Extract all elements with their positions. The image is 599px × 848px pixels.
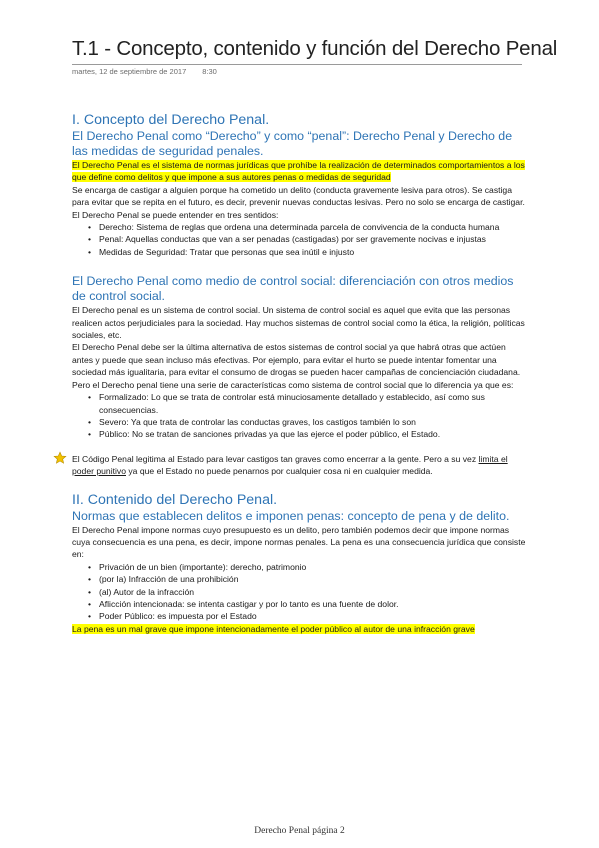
paragraph: Pero el Derecho penal tiene una serie de características como sistema de control social que lo diferencia ya que es: [72, 379, 514, 390]
note-text: El Código Penal legitima al Estado para levar castigos tan graves como encerrar a la gente. Pero a su vez [72, 453, 479, 464]
page-title: T.1 - Concepto, contenido y función del Derecho Penal [72, 37, 558, 60]
list-item: • Penal: Aquellas conductas que van a ser penadas (castigadas) por ser gravemente nocivas e injustas [99, 233, 528, 245]
list-item: • Poder Público: es impuesta por el Estado [99, 610, 528, 622]
subheading-derecho-penal-medidas: El Derecho Penal como “Derecho” y como “penal”: Derecho Penal y Derecho de las medidas de seguridad penales. [72, 129, 513, 158]
paragraph: Se encarga de castigar a alguien porque ha cometido un delito (conducta gravemente lesiva para otros). Se castiga para evitar que se repita en el futuro, es decir, prevenir nuevas conductas lesivas. Pero no solo se encarga de castigar. [72, 184, 525, 208]
highlighted-definition: La pena es un mal grave que impone intencionadamente el poder público al autor de una infracción grave [72, 623, 475, 634]
list-item: • (al) Autor de la infracción [99, 586, 528, 598]
definition-paragraph [72, 159, 528, 184]
starred-note [72, 453, 528, 478]
list-item: • Público: No se tratan de sanciones privadas ya que las ejerce el poder público, el Estado. [99, 428, 528, 440]
paragraph: El Derecho penal es un sistema de control social. Un sistema de control social es aquel que evita que las personas realicen actos perjudiciales para la sociedad. Hay muchos sistemas de control social como la ética, la religión, políticas sociales, etc. [72, 305, 525, 341]
paragraph: El Derecho Penal debe ser la última alternativa de estos sistemas de control social ya que habrá otras que actúen antes y puede que sean incluso más efectivas. Por ejemplo, para evitar el hurto se puede intentar fomentar una sociedad más igualitaria, para evitar el consumo de drogas se pueden hacer campañas de concienciación ciudadana. [72, 342, 521, 378]
note-text: ya que el Estado no puede penarnos por cualquier cosa ni en cualquier medida. [126, 466, 433, 477]
page-footer: Derecho Penal página 2 [254, 826, 345, 836]
underlined-phrase: limita el poder punitivo [72, 453, 508, 477]
star-note-text [72, 453, 528, 478]
bullet-list [72, 221, 528, 258]
page-timestamp [72, 67, 217, 76]
bullet-list [72, 391, 528, 441]
page-content [72, 112, 528, 635]
paragraph: El Derecho Penal impone normas cuyo presupuesto es un delito, pero también podemos decir que impone normas cuya consecuencia es una pena, es decir, impone normas penales. La pena es una consecuencia jurídica que consiste en: [72, 524, 526, 560]
highlighted-definition: El Derecho Penal es el sistema de normas jurídicas que prohíbe la realización de determinados comportamientos a los que define como delitos y que impone a sus autores penas o medidas de seguridad [72, 160, 525, 183]
page-date: martes, 12 de septiembre de 2017 [72, 67, 187, 76]
list-item: • Aflicción intencionada: se intenta castigar y por lo tanto es una fuente de dolor. [99, 598, 528, 610]
definition-paragraph [72, 623, 528, 635]
subheading-normas-penas: Normas que establecen delitos e imponen penas: concepto de pena y de delito. [72, 508, 510, 523]
list-item: • (por la) Infracción de una prohibición [99, 573, 528, 585]
list-item: • Formalizado: Lo que se trata de controlar está minuciosamente detallado y establecido, así como sus consecuencias. [99, 391, 528, 416]
list-item: • Privación de un bien (importante): derecho, patrimonio [99, 561, 528, 573]
list-item: • Derecho: Sistema de reglas que ordena una determinada parcela de convivencia de la conducta humana [99, 221, 528, 233]
subheading-control-social: El Derecho Penal como medio de control social: diferenciación con otros medios de control social. [72, 274, 514, 304]
list-item: • Medidas de Seguridad: Tratar que personas que sea inútil e injusto [99, 246, 528, 258]
title-divider [72, 64, 522, 65]
section-heading-concepto: I. Concepto del Derecho Penal. [72, 112, 270, 128]
bullet-list [72, 561, 528, 623]
star-icon [53, 451, 67, 470]
list-item: • Severo: Ya que trata de controlar las conductas graves, los castigos también lo son [99, 416, 528, 428]
paragraph: El Derecho Penal se puede entender en tres sentidos: [72, 209, 279, 220]
page-time: 8:30 [202, 67, 217, 76]
section-heading-contenido: II. Contenido del Derecho Penal. [72, 491, 278, 508]
